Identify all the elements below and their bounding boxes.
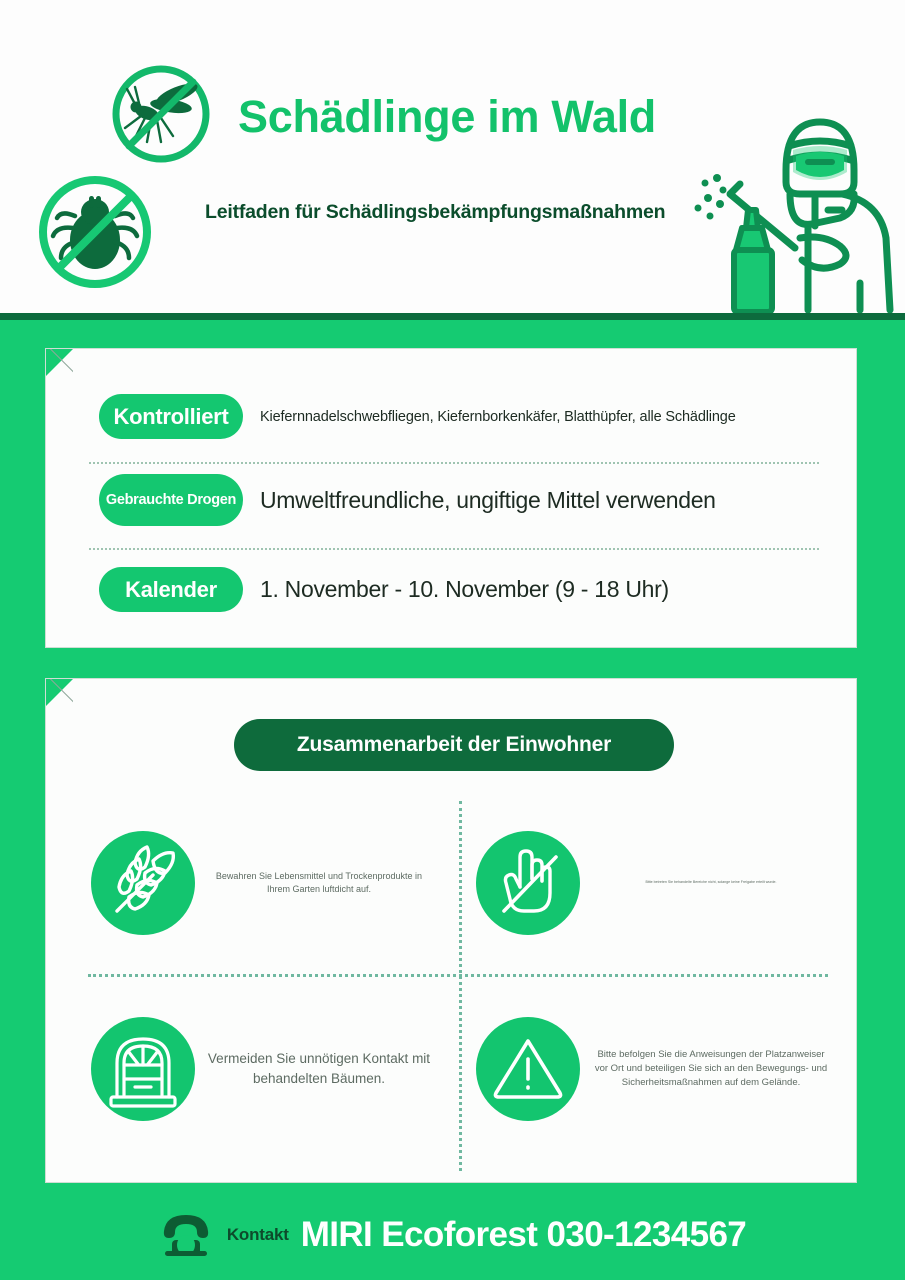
measure-text-calendar: 1. November - 10. November (9 - 18 Uhr) [260, 576, 669, 602]
cooperation-grid [46, 791, 858, 1181]
warning-triangle-icon [476, 1017, 580, 1121]
cooperation-item-3 [91, 989, 451, 1149]
divider-2 [89, 548, 819, 550]
pill-gebrauchte-drogen: Gebrauchte Drogen [99, 474, 243, 526]
wheat-stalk-icon [91, 831, 195, 935]
cooperation-item-2 [476, 803, 846, 963]
telephone-icon [159, 1211, 213, 1259]
arched-window-icon [91, 1017, 195, 1121]
card-corner-fold [46, 349, 73, 376]
cooperation-title: Zusammenarbeit der Einwohner [234, 719, 674, 771]
cooperation-text-1: Bewahren Sie Lebensmittel und Trockenprodukte in Ihrem Garten luftdicht auf. [215, 870, 423, 894]
page-title: Schädlinge im Wald [238, 91, 656, 142]
no-mosquito-icon [105, 58, 217, 170]
pill-kalender: Kalender [99, 567, 243, 612]
measures-card [45, 348, 857, 648]
cooperation-item-1 [91, 803, 451, 963]
cooperation-text-3: Vermeiden Sie unnötigen Kontakt mit behandelten Bäumen. [207, 1051, 431, 1086]
pill-kontrolliert: Kontrolliert [99, 394, 243, 439]
cooperation-card [45, 678, 857, 1183]
cooperation-text-2: Bitte betreten Sie behandelte Bereiche nicht, solange keine Freigabe erteilt wurde. [645, 880, 777, 885]
grid-divider-horizontal [88, 974, 828, 977]
contact-info: MIRI Ecoforest 030-1234567 [300, 1215, 747, 1254]
card-corner-fold-2 [46, 679, 73, 706]
kontakt-label: Kontakt [226, 1225, 289, 1244]
poster-header [0, 0, 905, 313]
measure-row-controlled [46, 394, 858, 439]
cooperation-text-4: Bitte befolgen Sie die Anweisungen der Platzanweiser vor Ort und beteiligen Sie sich an den Bewegungs- und Sicherheitsmaßnahmen auf dem Gelände. [594, 1049, 828, 1088]
page-subtitle: Leitfaden für Schädlingsbekämpfungsmaßnahmen [205, 201, 666, 223]
no-touch-hand-icon [476, 831, 580, 935]
divider-1 [89, 462, 819, 464]
measure-row-drugs [46, 474, 858, 526]
cooperation-item-4 [476, 989, 846, 1149]
measure-text-controlled: Kiefernnadelschwebfliegen, Kiefernborkenkäfer, Blatthüpfer, alle Schädlinge [260, 408, 736, 425]
measure-row-calendar [46, 567, 858, 612]
measure-text-drugs: Umweltfreundliche, ungiftige Mittel verwenden [260, 486, 716, 513]
grid-divider-vertical [459, 801, 462, 1171]
no-tick-icon [31, 168, 159, 296]
contact-footer [0, 1190, 905, 1280]
